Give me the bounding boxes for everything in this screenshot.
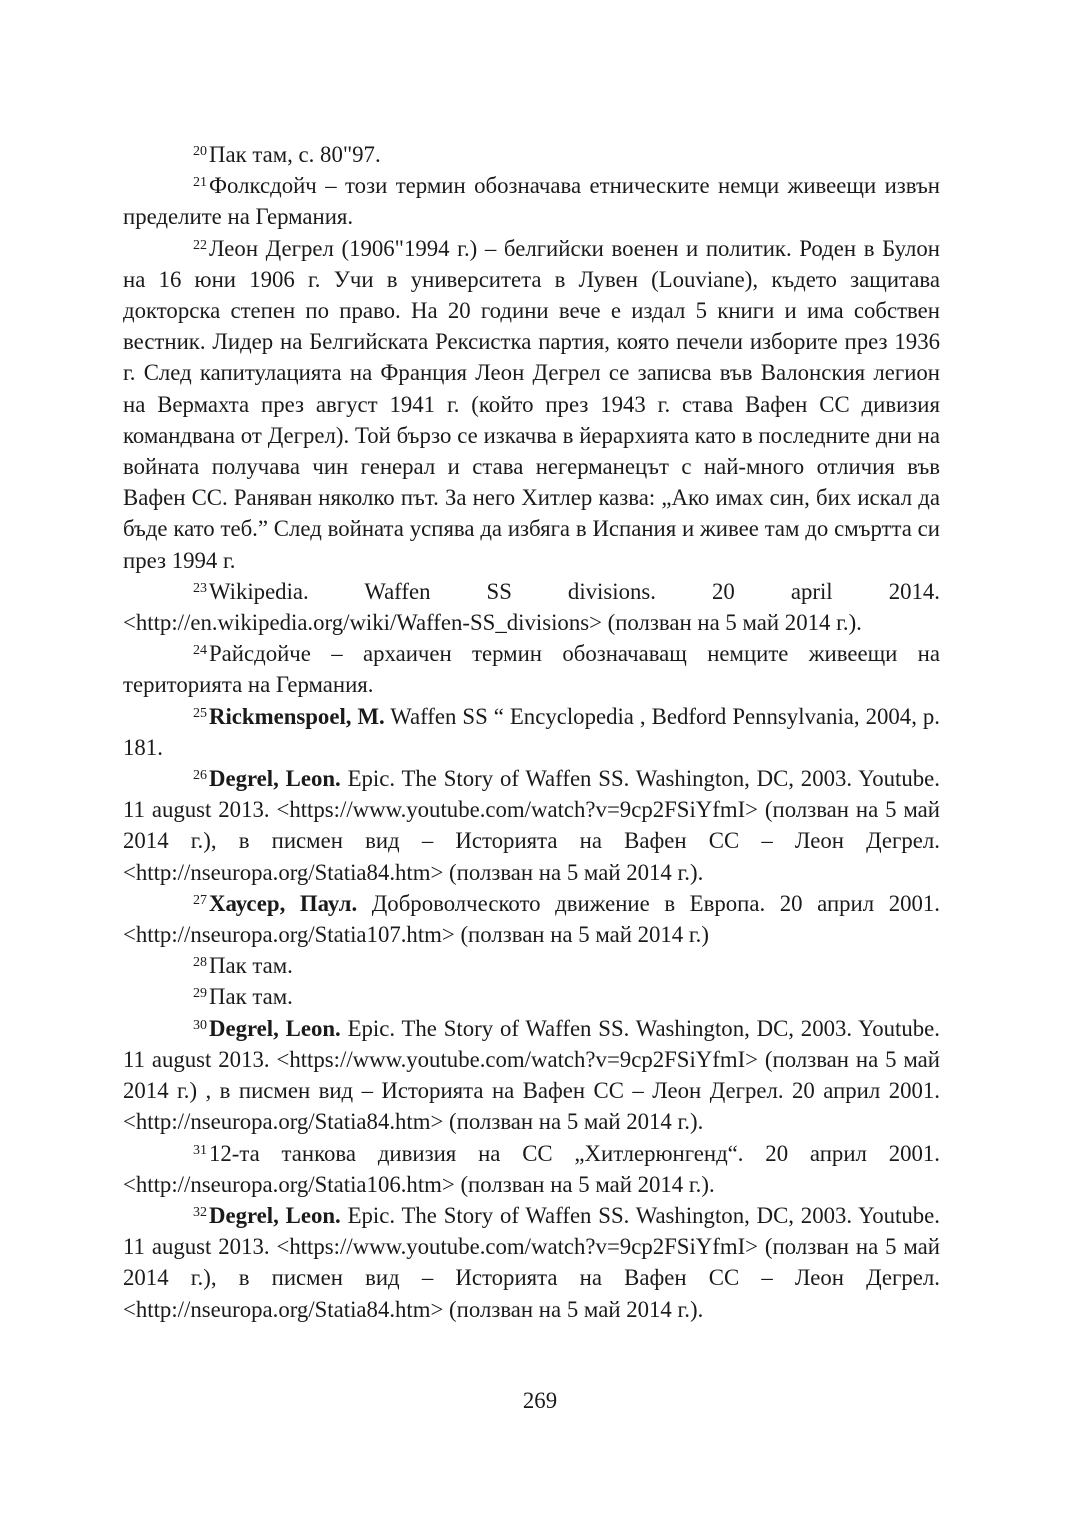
footnote-number: 21: [193, 175, 207, 191]
footnote-text: Пак там.: [209, 953, 293, 979]
footnote-number: 22: [193, 237, 207, 253]
footnote-28: [123, 950, 940, 981]
footnote-30: [123, 1013, 940, 1138]
footnote-number: 26: [193, 768, 207, 784]
footnote-29: [123, 981, 940, 1012]
footnote-text: Леон Дегрел (1906"1994 г.) – белгийски военен и политик. Роден в Булон на 16 юни 1906 г. Учи в университета в Лувен (Louviane), където защитава докторска степен по право. На 20 години вече е издал 5 книги и има собствен вестник. Лидер на Белгийската Рексистка партия, която печели изборите през 1936 г. След капитулацията на Франция Леон Дегрел се записва във Валонския легион на Вермахта през август 1941 г. (който през 1943 г. става Вафен СС дивизия командвана от Дегрел). Той бързо се изкачва в йерархията като в последните дни на войната получава чин генерал и става негерманецът с най-много отличия във Вафен СС. Раняван няколко път. За него Хитлер казва: „Ако имах син, бих искал да бъде като теб.” След войната успява да избяга в Испания и живее там до смъртта си през 1994 г.: [123, 235, 940, 573]
footnote-number: 30: [193, 1017, 207, 1033]
footnote-author: Degrel, Leon.: [209, 1015, 341, 1041]
footnote-text: Epic. The Story of Waffen SS. Washington, DC, 2003. Youtube. 11 august 2013. <https://www.youtube.com/watch?v=9cp2FSiYfmI> (ползван на 5 май 2014 г.), в писмен вид – Историята на Вафен СС – Леон Дегрел. <http://nseuropa.org/Statia84.htm> (ползван на 5 май 2014 г.).: [123, 766, 940, 885]
footnote-25: [123, 701, 940, 763]
footnote-text: Epic. The Story of Waffen SS. Washington, DC, 2003. Youtube. 11 august 2013. <https://www.youtube.com/watch?v=9cp2FSiYfmI> (ползван на 5 май 2014 г.) , в писмен вид – Историята на Вафен СС – Леон Дегрел. 20 април 2001. <http://nseuropa.org/Statia84.htm> (ползван на 5 май 2014 г.).: [123, 1015, 940, 1135]
footnote-27: [123, 888, 940, 950]
footnote-text: Фолксдойч – този термин обозначава етническите немци живеещи извън пределите на Германия.: [123, 173, 940, 230]
footnote-number: 29: [193, 986, 207, 1002]
footnote-number: 31: [193, 1142, 207, 1158]
footnote-32: [123, 1200, 940, 1325]
footnote-26: [123, 763, 940, 888]
footnote-text: Доброволческото движение в Европа. 20 април 2001. <http://nseuropa.org/Statia107.htm> (ползван на 5 май 2014 г.): [123, 890, 940, 948]
footnote-author: Хаусер, Паул.: [209, 890, 358, 916]
footnote-text: Epic. The Story of Waffen SS. Washington, DC, 2003. Youtube. 11 august 2013. <https://www.youtube.com/watch?v=9cp2FSiYfmI> (ползван на 5 май 2014 г.), в писмен вид – Историята на Вафен СС – Леон Дегрел. <http://nseuropa.org/Statia84.htm> (ползван на 5 май 2014 г.).: [123, 1202, 940, 1322]
page-number: 269: [522, 1388, 558, 1413]
footnote-text: 12-та танкова дивизия на СС „Хитлерюнгенд“. 20 април 2001. <http://nseuropa.org/Statia106.htm> (ползван на 5 май 2014 г.).: [123, 1140, 940, 1197]
footnote-number: 25: [193, 705, 207, 721]
footnote-number: 23: [193, 580, 207, 596]
footnote-number: 27: [193, 892, 207, 908]
footnote-number: 32: [193, 1204, 207, 1220]
footnote-21: [123, 170, 940, 232]
footnote-text: Райсдойче – архаичен термин обозначаващ немците живеещи на територията на Германия.: [123, 641, 940, 698]
footnote-22: [123, 233, 940, 576]
footnote-number: 28: [193, 955, 207, 971]
footnote-number: 20: [193, 144, 207, 159]
footnote-24: [123, 638, 940, 700]
footnote-31: [123, 1138, 940, 1200]
footnote-author: Degrel, Leon.: [209, 766, 341, 792]
footnote-number: 24: [193, 643, 207, 659]
footnote-text: Пак там, с. 80"97.: [209, 142, 381, 167]
footnote-text: Пак там.: [209, 984, 293, 1010]
footnote-text: Wikipedia. Waffen SS divisions. 20 april 2014. <http://en.wikipedia.org/wiki/Waffen-SS_divisions> (ползван на 5 май 2014 г.).: [123, 578, 940, 636]
footnote-20: [123, 139, 940, 170]
footnote-text: Waffen SS “ Encyclopedia , Bedford Pennsylvania, 2004, p. 181.: [123, 703, 940, 760]
footnotes-list: [123, 139, 940, 1325]
footnote-author: Rickmenspoel, M.: [209, 703, 385, 729]
footnote-author: Degrel, Leon.: [209, 1202, 341, 1228]
footnote-23: [123, 576, 940, 638]
